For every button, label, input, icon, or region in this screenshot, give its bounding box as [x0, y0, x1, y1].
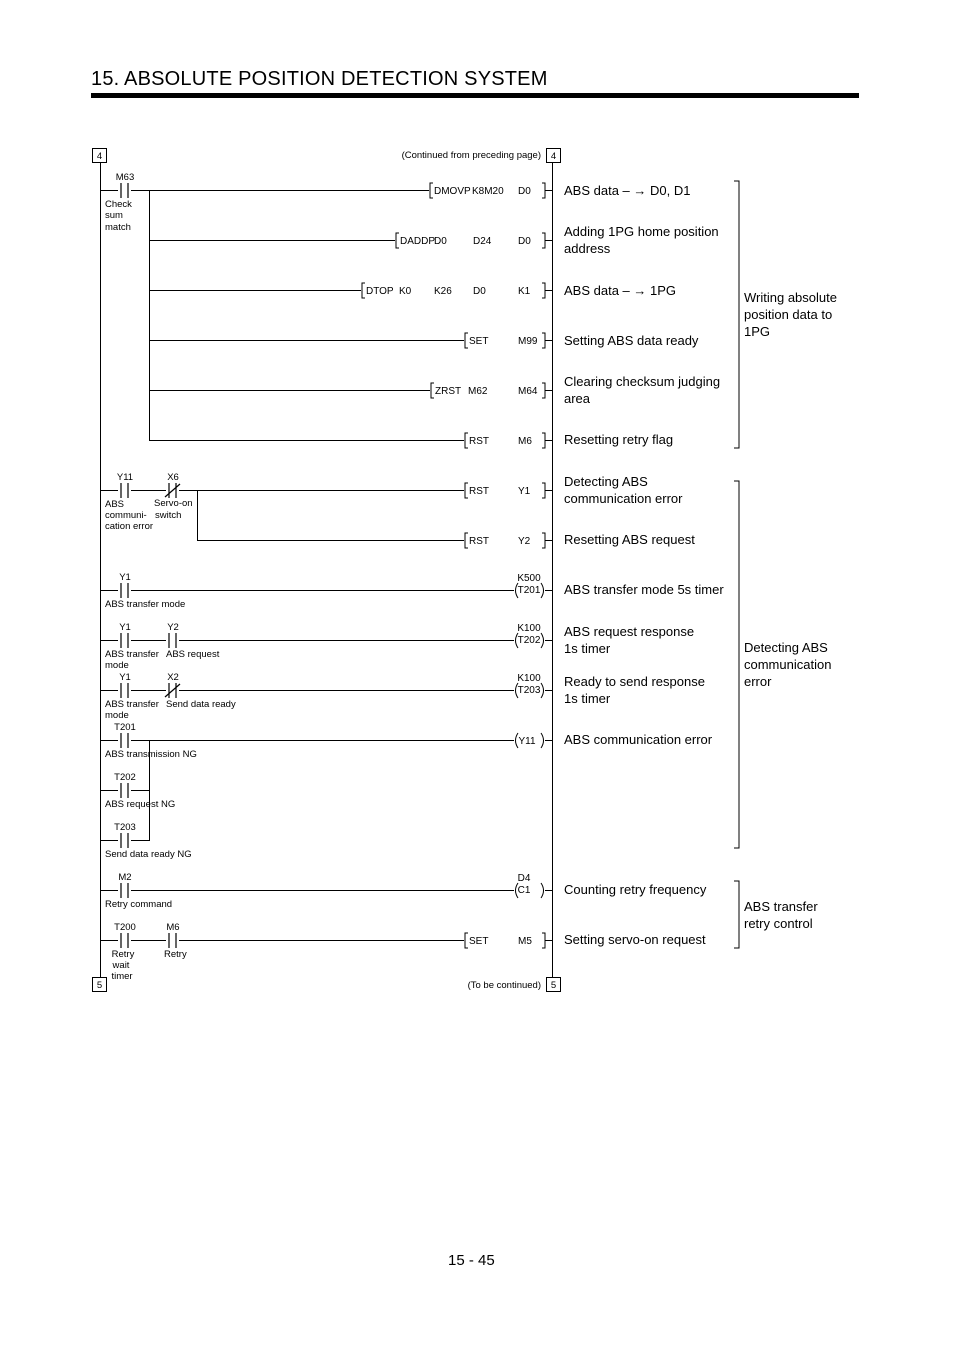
- device-label: Y11: [116, 472, 134, 483]
- group-description: error: [744, 674, 772, 689]
- coil-constant: K500: [517, 573, 541, 584]
- device-comment: match: [105, 222, 131, 233]
- contact-m63-symbol: [121, 183, 128, 198]
- contact-x6-nc-symbol: [165, 483, 180, 498]
- page-title: 15. ABSOLUTE POSITION DETECTION SYSTEM: [91, 68, 548, 90]
- contact-y1-symbol: [121, 683, 128, 698]
- device-comment: wait: [112, 960, 130, 971]
- device-label: Y1: [119, 622, 131, 633]
- connector-label: 4: [550, 151, 557, 162]
- coil-label: T202: [517, 635, 541, 646]
- contact-y11-symbol: [121, 483, 128, 498]
- group-bracket-detecting: [734, 481, 739, 848]
- device-comment: ABS: [105, 499, 125, 510]
- instruction-mnemonic: DADDP: [400, 236, 436, 247]
- rung-description: Detecting ABS: [564, 474, 648, 489]
- device-comment: Retry: [111, 949, 135, 960]
- device-comment: ABS transfer mode: [105, 599, 186, 610]
- group-description: communication: [744, 657, 832, 672]
- contact-t202-symbol: [121, 783, 128, 798]
- instruction-mnemonic: DTOP: [366, 286, 394, 297]
- device-label: M2: [118, 872, 132, 883]
- coil-label: Y11: [518, 736, 536, 747]
- contact-t200-symbol: [121, 933, 128, 948]
- contact-y2-symbol: [169, 633, 176, 648]
- device-comment: timer: [111, 971, 133, 982]
- device-comment: switch: [155, 510, 182, 521]
- rung-description: ABS request response: [564, 624, 695, 639]
- rung-description: 1s timer: [564, 691, 611, 706]
- instruction-operand: K1: [518, 286, 531, 297]
- contact-x2-nc-symbol: [165, 683, 180, 698]
- rung-description: ABS communication error: [564, 732, 713, 747]
- device-label: T202: [114, 772, 136, 783]
- instruction-mnemonic: DMOVP: [434, 186, 471, 197]
- group-bracket-retry: [734, 881, 739, 948]
- device-label: X6: [167, 472, 179, 483]
- connector-note: (To be continued): [467, 980, 541, 991]
- group-description: retry control: [744, 916, 813, 931]
- device-label: Y1: [119, 572, 131, 583]
- instruction-mnemonic: ZRST: [435, 386, 462, 397]
- device-comment: ABS transmission NG: [105, 749, 197, 760]
- group-description: 1PG: [744, 324, 771, 339]
- device-label: M6: [166, 922, 180, 933]
- instruction-operand: D0: [518, 236, 531, 247]
- coil-constant: K100: [517, 673, 541, 684]
- device-comment: ABS transfer: [105, 649, 159, 660]
- device-label: X2: [167, 672, 179, 683]
- device-comment: Retry command: [105, 899, 173, 910]
- coil-constant: D4: [517, 873, 531, 884]
- instruction-mnemonic: RST: [469, 536, 489, 547]
- rung-description: Ready to send response: [564, 674, 705, 689]
- device-comment: Send data ready: [166, 699, 236, 710]
- rung-description: Resetting retry flag: [564, 432, 674, 447]
- page-number: 15 - 45: [448, 1252, 495, 1269]
- instruction-mnemonic: RST: [469, 436, 489, 447]
- instruction-operand: Y2: [518, 536, 531, 547]
- instruction-operand: M6: [518, 436, 532, 447]
- rung-description: ABS data – → D0, D1: [564, 183, 691, 198]
- instruction-mnemonic: SET: [469, 936, 489, 947]
- device-label: Y1: [119, 672, 131, 683]
- device-comment: Send data ready NG: [105, 849, 192, 860]
- group-description: ABS transfer: [744, 899, 818, 914]
- instruction-operand: D0: [473, 286, 486, 297]
- instruction-operand: M64: [518, 386, 538, 397]
- rung-description: Counting retry frequency: [564, 882, 707, 897]
- device-comment: mode: [105, 660, 129, 671]
- instruction-operand: K0: [399, 286, 412, 297]
- contact-m2-symbol: [121, 883, 128, 898]
- device-comment: mode: [105, 710, 129, 721]
- rung-description: 1s timer: [564, 641, 611, 656]
- connector-label: 5: [550, 980, 557, 991]
- device-comment: Servo-on: [154, 498, 193, 509]
- rung-description: ABS data – → 1PG: [564, 283, 677, 298]
- connector-label: 5: [96, 980, 103, 991]
- rung-description: Setting ABS data ready: [564, 333, 699, 348]
- device-label: T201: [114, 722, 136, 733]
- instruction-mnemonic: RST: [469, 486, 489, 497]
- contact-t203-symbol: [121, 833, 128, 848]
- instruction-operand: M62: [468, 386, 488, 397]
- rung-description: Clearing checksum judging: [564, 374, 721, 389]
- device-comment: ABS request NG: [105, 799, 176, 810]
- instruction-mnemonic: SET: [469, 336, 489, 347]
- instruction-operand: K26: [434, 286, 452, 297]
- device-comment: sum: [105, 210, 123, 221]
- group-description: position data to: [744, 307, 833, 322]
- device-comment: cation error: [105, 521, 154, 532]
- group-description: Writing absolute: [744, 290, 837, 305]
- rung-description: Adding 1PG home position: [564, 224, 719, 239]
- instruction-operand: D0: [518, 186, 531, 197]
- rung-description: address: [564, 241, 611, 256]
- connector-note: (Continued from preceding page): [401, 150, 541, 161]
- instruction-operand: Y1: [518, 486, 531, 497]
- instruction-operand: M5: [518, 936, 532, 947]
- device-comment: Check: [105, 199, 132, 210]
- contact-y1-symbol: [121, 633, 128, 648]
- device-label: Y2: [167, 622, 179, 633]
- group-bracket-writing: [734, 181, 739, 448]
- rung-description: area: [564, 391, 591, 406]
- coil-label: T203: [517, 685, 541, 696]
- device-label: M63: [115, 172, 135, 183]
- coil-label: T201: [517, 585, 541, 596]
- device-comment: ABS request: [166, 649, 220, 660]
- connector-label: 4: [96, 151, 103, 162]
- rung-description: Setting servo-on request: [564, 932, 706, 947]
- device-comment: ABS transfer: [105, 699, 159, 710]
- contact-t201-symbol: [121, 733, 128, 748]
- instruction-operand: D0: [434, 236, 447, 247]
- rung-description: Resetting ABS request: [564, 532, 695, 547]
- group-description: Detecting ABS: [744, 640, 828, 655]
- device-comment: communi-: [105, 510, 147, 521]
- contact-m6-symbol: [169, 933, 176, 948]
- instruction-operand: M99: [518, 336, 538, 347]
- coil-label: C1: [517, 885, 531, 896]
- contact-y1-symbol: [121, 583, 128, 598]
- device-label: T200: [114, 922, 136, 933]
- rung-description: ABS transfer mode 5s timer: [564, 582, 724, 597]
- coil-constant: K100: [517, 623, 541, 634]
- device-label: T203: [114, 822, 136, 833]
- instruction-operand: K8M20: [472, 186, 504, 197]
- instruction-operand: D24: [473, 236, 492, 247]
- rung-description: communication error: [564, 491, 683, 506]
- device-comment: Retry: [164, 949, 187, 960]
